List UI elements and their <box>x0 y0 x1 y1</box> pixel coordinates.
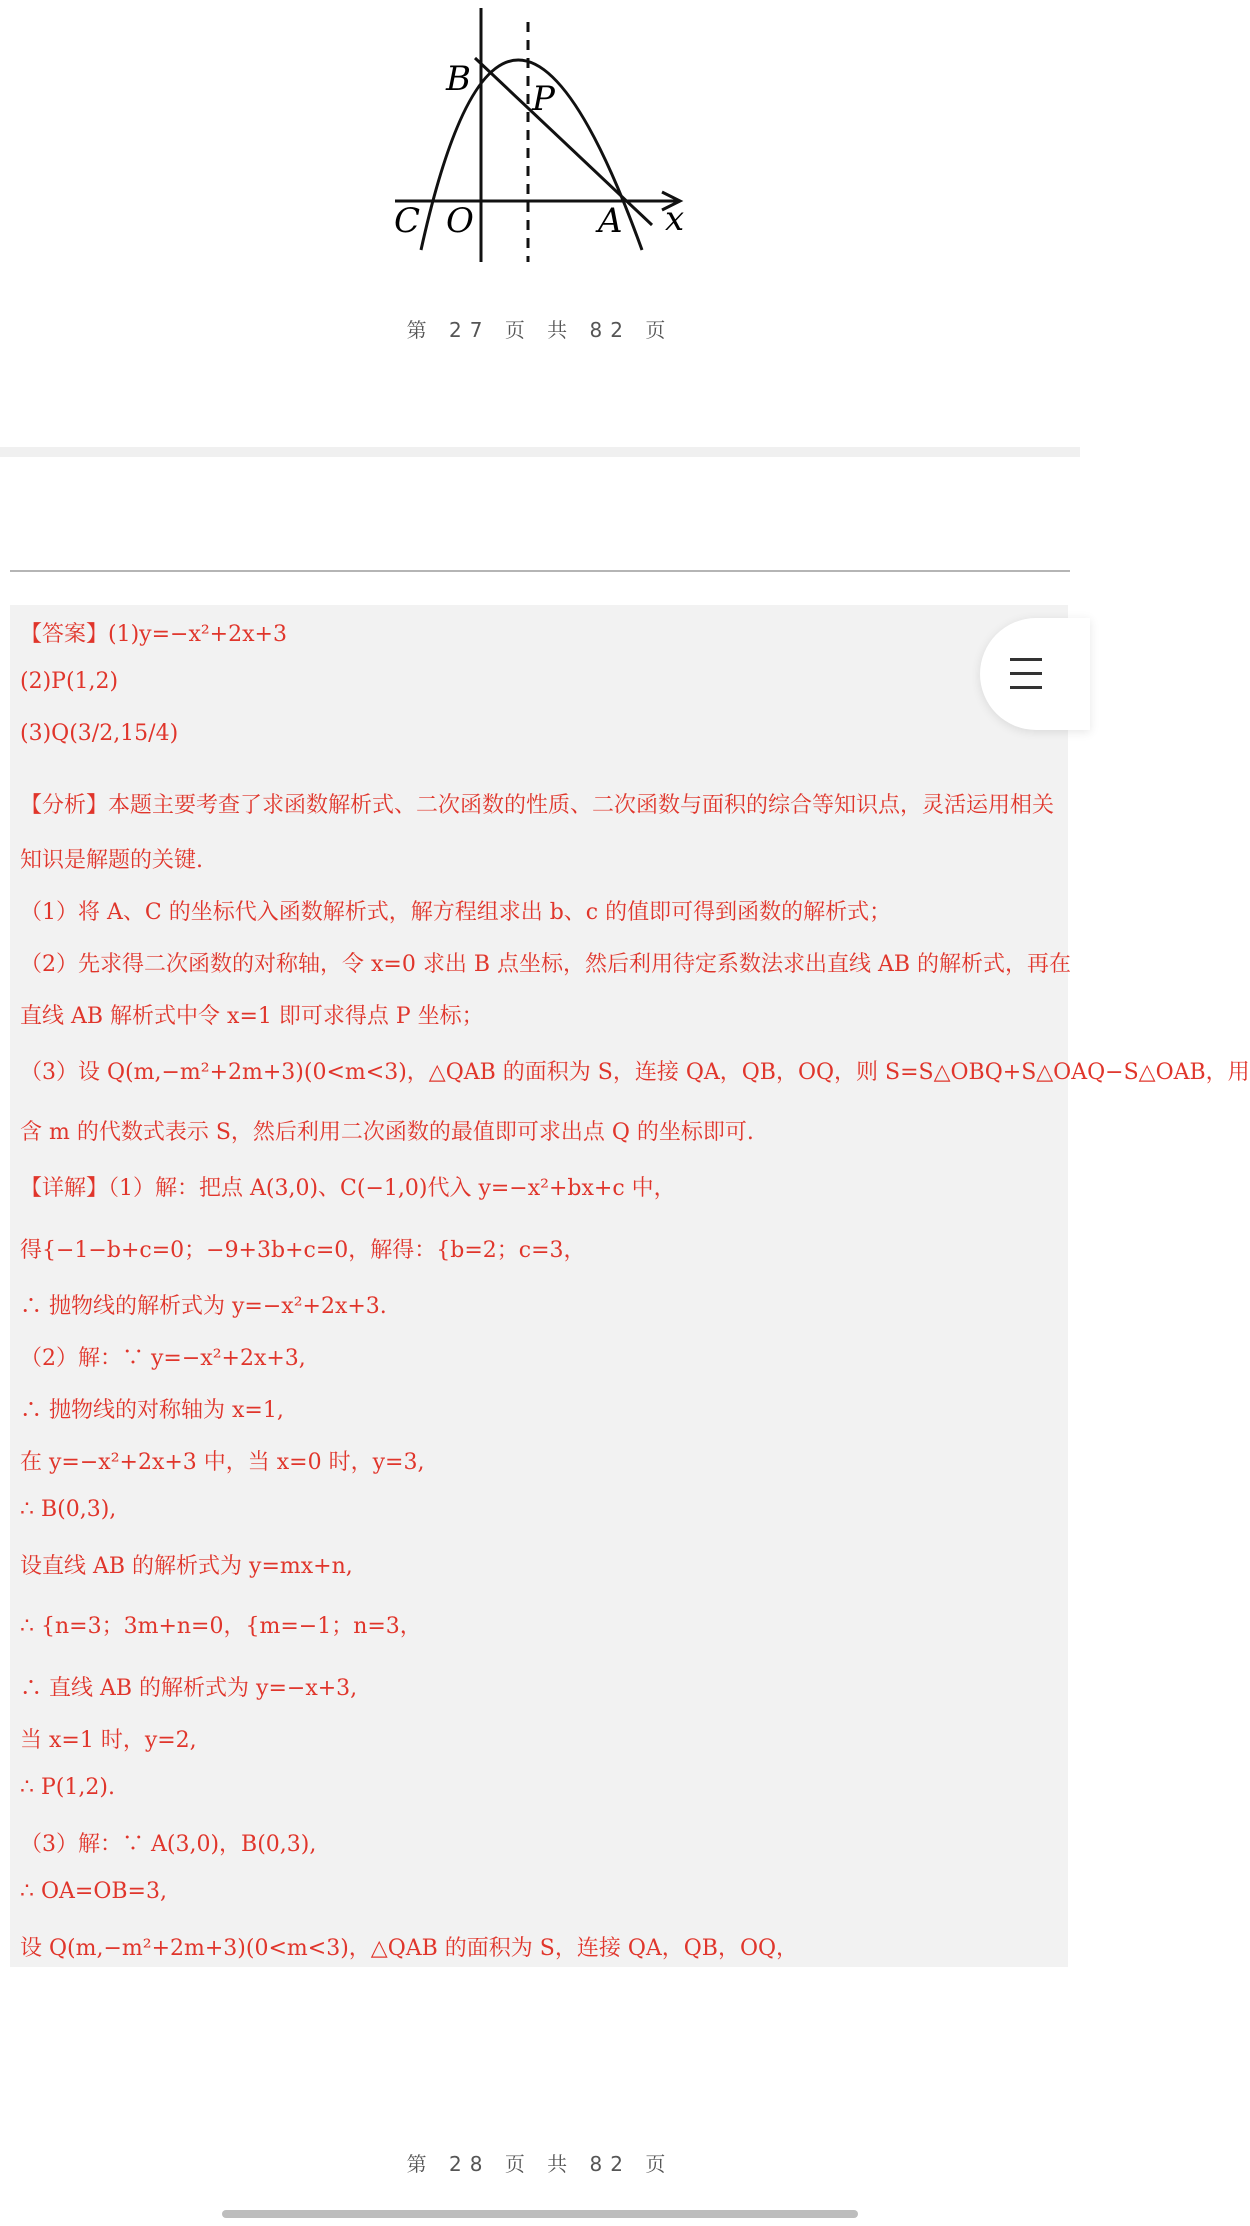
detail-line-14: ∴ OA=OB=3, <box>20 1879 167 1904</box>
analysis-step-2: （2）先求得二次函数的对称轴，令 x=0 求出 B 点坐标，然后利用待定系数法求出直线 AB 的解析式，再在 <box>20 952 1072 977</box>
page-separator <box>0 447 1080 457</box>
detail-line-4: （2）解：∵ y=−x²+2x+3, <box>20 1346 306 1371</box>
label-c: C <box>394 201 421 241</box>
detail-line-13: （3）解：∵ A(3,0)，B(0,3), <box>20 1832 317 1857</box>
page-footer-27: 第 27 页 共 82 页 <box>406 318 674 342</box>
label-p: P <box>532 79 555 119</box>
top-rule <box>10 570 1070 572</box>
detail-line-2: 得{−1−b+c=0；−9+3b+c=0，解得：{b=2；c=3， <box>20 1238 586 1263</box>
answer-line-3: (3)Q(3/2,15/4) <box>20 721 179 746</box>
label-o: O <box>446 201 474 241</box>
detail-line-8: 设直线 AB 的解析式为 y=mx+n, <box>20 1554 353 1579</box>
detail-line-7: ∴ B(0,3), <box>20 1497 117 1522</box>
analysis-step-1: （1）将 A、C 的坐标代入函数解析式，解方程组求出 b、c 的值即可得到函数的解析式； <box>20 900 892 925</box>
menu-button[interactable] <box>980 618 1090 730</box>
detail-line-12: ∴ P(1,2). <box>20 1775 115 1800</box>
label-b: B <box>446 59 471 99</box>
parabola-figure <box>380 0 700 270</box>
detail-line-9: ∴ {n=3；3m+n=0，{m=−1；n=3， <box>20 1614 422 1639</box>
detail-line-5: ∴ 抛物线的对称轴为 x=1, <box>20 1398 284 1423</box>
parabola-graph <box>380 0 700 270</box>
home-indicator[interactable] <box>222 2210 858 2218</box>
label-x: x <box>665 199 685 239</box>
detail-line-11: 当 x=1 时，y=2, <box>20 1728 197 1753</box>
detail-line-6: 在 y=−x²+2x+3 中，当 x=0 时，y=3, <box>20 1450 425 1475</box>
answer-line-1: 【答案】(1)y=−x²+2x+3 <box>20 622 287 647</box>
analysis-line-1: 【分析】本题主要考查了求函数解析式、二次函数的性质、二次函数与面积的综合等知识点，灵活运用相关 <box>20 793 1055 818</box>
analysis-step-2-cont: 直线 AB 解析式中令 x=1 即可求得点 P 坐标； <box>20 1004 484 1029</box>
analysis-step-3-cont: 含 m 的代数式表示 S，然后利用二次函数的最值即可求出点 Q 的坐标即可. <box>20 1120 754 1145</box>
analysis-step-3: （3）设 Q(m,−m²+2m+3)(0<m<3)，△QAB 的面积为 S，连接 QA，QB，OQ，则 S=S△OBQ+S△OAQ−S△OAB，用 <box>20 1060 1250 1085</box>
page-footer-28: 第 28 页 共 82 页 <box>406 2152 674 2176</box>
answer-line-2: (2)P(1,2) <box>20 669 119 694</box>
answer-box <box>10 605 1250 1967</box>
detail-line-10: ∴ 直线 AB 的解析式为 y=−x+3, <box>20 1676 358 1701</box>
analysis-line-2: 知识是解题的关键. <box>20 848 203 873</box>
detail-line-3: ∴ 抛物线的解析式为 y=−x²+2x+3. <box>20 1294 387 1319</box>
detail-line-1: 【详解】（1）解：把点 A(3,0)、C(−1,0)代入 y=−x²+bx+c 中， <box>20 1176 676 1201</box>
detail-line-15: 设 Q(m,−m²+2m+3)(0<m<3)，△QAB 的面积为 S，连接 QA，QB，OQ， <box>20 1936 799 1961</box>
label-a: A <box>598 201 623 241</box>
